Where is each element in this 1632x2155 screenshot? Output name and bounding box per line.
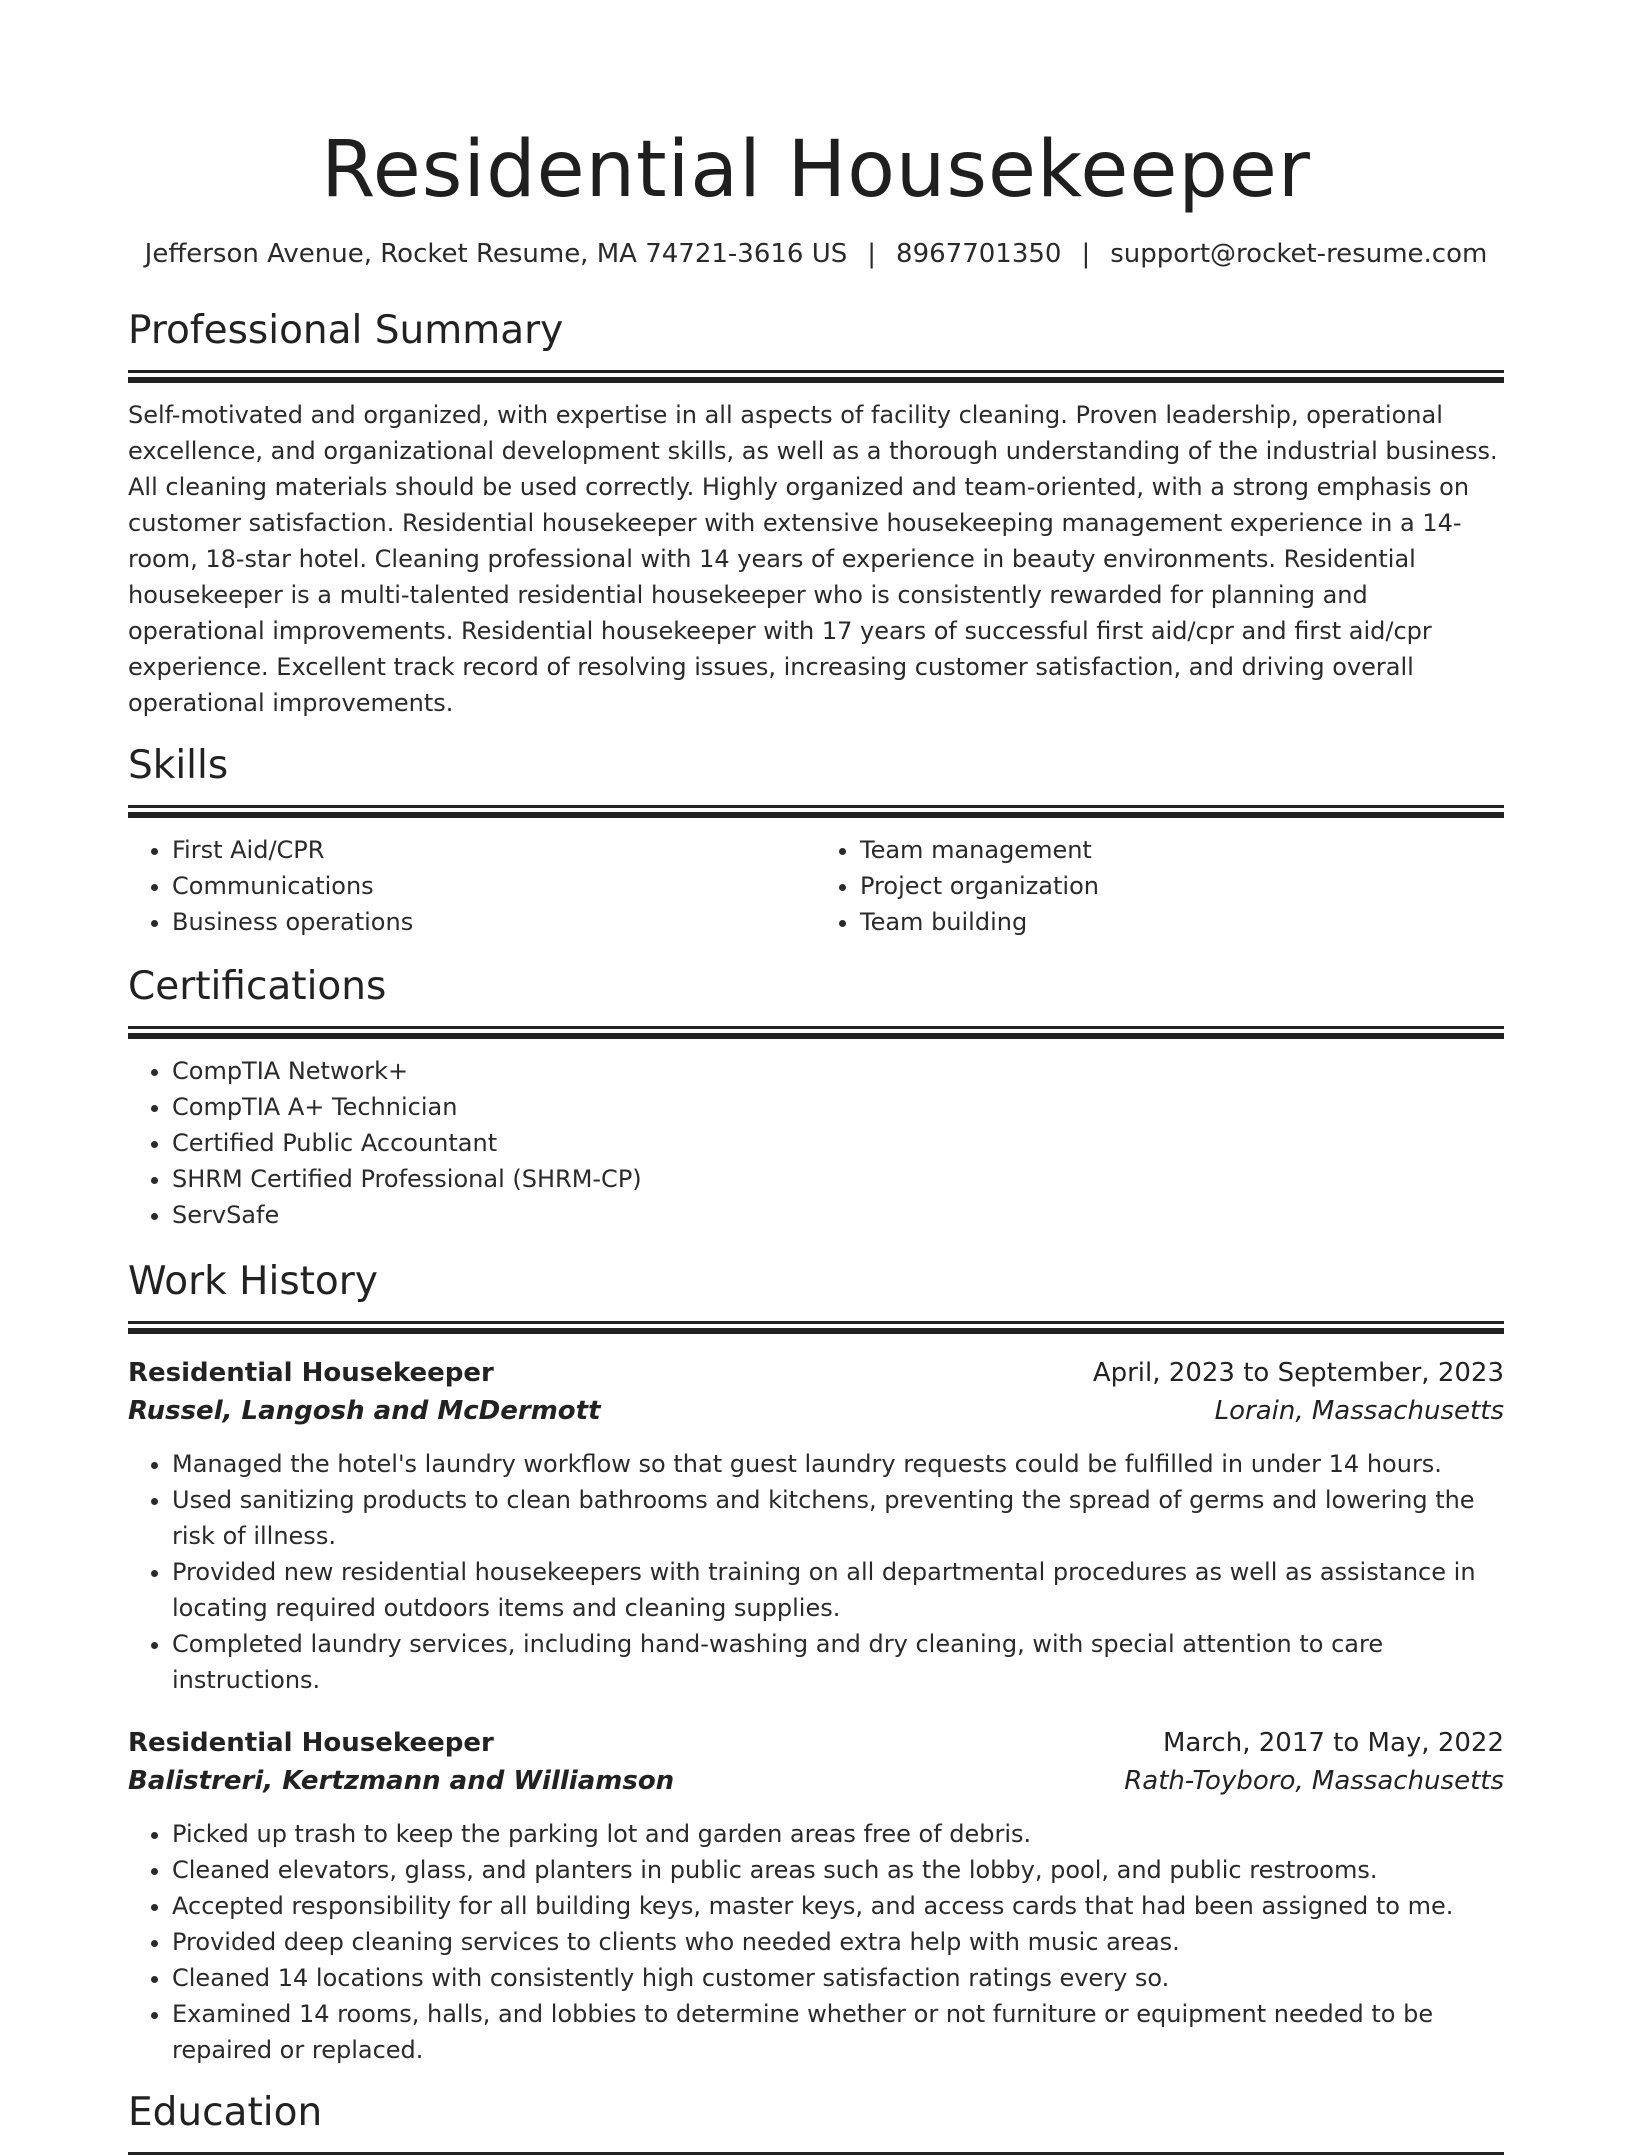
skill-item: • Communications xyxy=(172,868,816,904)
summary-section xyxy=(128,306,1504,721)
skill-item: • Project organization xyxy=(860,868,1504,904)
skills-grid xyxy=(128,832,1504,940)
section-title: Skills xyxy=(128,743,229,788)
contact-phone: 8967701350 xyxy=(896,239,1062,269)
job-location: Lorain, Massachusetts xyxy=(1214,1396,1504,1426)
certification-item: • ServSafe xyxy=(172,1197,1504,1233)
summary-text: Self-motivated and organized, with expertise in all aspects of facility cleaning. Proven leadership, operational excellence, and organizational development skills, as well as a thorough understanding of the industrial business. All cleaning materials should be used correctly. Highly organized and team-oriented, with a strong emphasis on customer satisfaction. Residential housekeeper with extensive housekeeping management experience in a 14-room, 18-star hotel. Cleaning professional with 14 years of experience in beauty environments. Residential housekeeper is a multi-talented residential housekeeper who is consistently rewarded for planning and operational improvements. Residential housekeeper with 17 years of successful first aid/cpr and first aid/cpr experience. Excellent track record of resolving issues, increasing customer satisfaction, and driving overall operational improvements. xyxy=(128,401,1498,717)
contact-address: Jefferson Avenue, Rocket Resume, MA 74721-3616 US xyxy=(144,239,848,269)
certifications-list xyxy=(128,1053,1504,1233)
contact-email: support@rocket-resume.com xyxy=(1110,239,1488,269)
section-divider xyxy=(128,370,1504,383)
certifications-section xyxy=(128,962,1504,1233)
education-section xyxy=(128,2088,1504,2155)
job-entry xyxy=(128,1354,1504,1698)
job-company: Russel, Langosh and McDermott xyxy=(128,1396,601,1426)
skills-list-left xyxy=(128,832,816,940)
certification-item: • CompTIA Network+ xyxy=(172,1053,1504,1089)
job-header-row xyxy=(128,1354,1504,1392)
resume-name: Residential Housekeeper xyxy=(321,125,1311,215)
contact-line xyxy=(128,236,1504,272)
job-dates: April, 2023 to September, 2023 xyxy=(1092,1358,1504,1388)
job-company-row xyxy=(128,1762,1504,1800)
job-bullets xyxy=(128,1446,1504,1698)
certification-item: • Certified Public Accountant xyxy=(172,1125,1504,1161)
skills-section xyxy=(128,741,1504,940)
job-bullet: • Used sanitizing products to clean bathrooms and kitchens, preventing the spread of germs and lowering the risk of illness. xyxy=(172,1482,1504,1554)
job-bullet: • Managed the hotel's laundry workflow so that guest laundry requests could be fulfilled in under 14 hours. xyxy=(172,1446,1504,1482)
section-divider xyxy=(128,805,1504,818)
section-title: Professional Summary xyxy=(128,308,564,353)
job-company: Balistreri, Kertzmann and Williamson xyxy=(128,1766,675,1796)
job-bullet: • Cleaned elevators, glass, and planters in public areas such as the lobby, pool, and public restrooms. xyxy=(172,1852,1504,1888)
job-bullet: • Accepted responsibility for all building keys, master keys, and access cards that had been assigned to me. xyxy=(172,1888,1504,1924)
job-bullet: • Provided new residential housekeepers with training on all departmental procedures as well as assistance in locating required outdoors items and cleaning supplies. xyxy=(172,1554,1504,1626)
skill-item: • Team management xyxy=(860,832,1504,868)
job-company-row xyxy=(128,1392,1504,1430)
skill-item: • Team building xyxy=(860,904,1504,940)
job-title: Residential Housekeeper xyxy=(128,1728,494,1758)
skill-item: • First Aid/CPR xyxy=(172,832,816,868)
job-bullet: • Completed laundry services, including hand-washing and dry cleaning, with special attention to care instructions. xyxy=(172,1626,1504,1698)
job-bullet: • Examined 14 rooms, halls, and lobbies to determine whether or not furniture or equipment needed to be repaired or replaced. xyxy=(172,1996,1504,2068)
section-title: Certifications xyxy=(128,964,387,1009)
certification-item: • SHRM Certified Professional (SHRM-CP) xyxy=(172,1161,1504,1197)
job-title: Residential Housekeeper xyxy=(128,1358,494,1388)
section-title: Work History xyxy=(128,1259,378,1304)
skill-item: • Business operations xyxy=(172,904,816,940)
section-divider xyxy=(128,1026,1504,1039)
section-divider xyxy=(128,1321,1504,1334)
work-history-section xyxy=(128,1257,1504,2068)
job-bullets xyxy=(128,1816,1504,2068)
contact-separator: | xyxy=(867,239,877,269)
section-title: Education xyxy=(128,2090,323,2135)
job-bullet: • Cleaned 14 locations with consistently high customer satisfaction ratings every so. xyxy=(172,1960,1504,1996)
job-location: Rath-Toyboro, Massachusetts xyxy=(1124,1766,1504,1796)
job-bullet: • Provided deep cleaning services to clients who needed extra help with music areas. xyxy=(172,1924,1504,1960)
job-header-row xyxy=(128,1724,1504,1762)
job-dates: March, 2017 to May, 2022 xyxy=(1162,1728,1504,1758)
certification-item: • CompTIA A+ Technician xyxy=(172,1089,1504,1125)
job-entry xyxy=(128,1724,1504,2068)
contact-separator: | xyxy=(1081,239,1091,269)
skills-list-right xyxy=(816,832,1504,940)
job-bullet: • Picked up trash to keep the parking lot and garden areas free of debris. xyxy=(172,1816,1504,1852)
